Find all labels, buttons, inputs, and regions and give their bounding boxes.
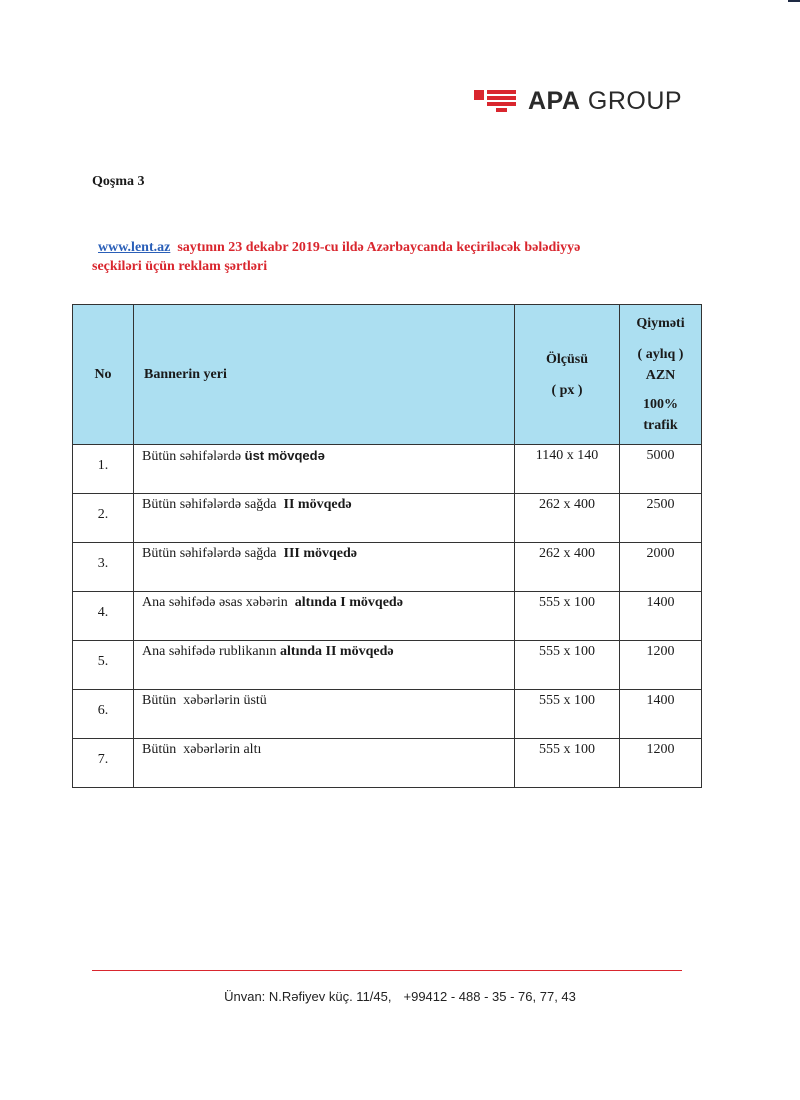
table-row [73, 641, 702, 690]
apa-group-logo [474, 84, 682, 118]
row-place: Ana səhifədə rublikanın altında II mövqedə [134, 641, 515, 690]
footer-address: Ünvan: N.Rəfiyev küç. 11/45, [224, 989, 392, 1004]
row-size: 555 x 100 [515, 641, 620, 690]
attachment-label: Qoşma 3 [92, 174, 145, 189]
row-price: 1400 [620, 690, 702, 739]
row-no: 6. [73, 690, 134, 739]
table-row [73, 445, 702, 494]
row-price: 1200 [620, 641, 702, 690]
row-size: 262 x 400 [515, 543, 620, 592]
footer-phone: +99412 - 488 - 35 - 76, 77, 43 [403, 989, 576, 1004]
table-row [73, 543, 702, 592]
footer [0, 989, 800, 1004]
heading-line2: seçkiləri üçün reklam şərtləri [92, 259, 268, 274]
table-header-row [73, 305, 702, 445]
logo-text: APA GROUP [528, 86, 683, 115]
row-size: 262 x 400 [515, 494, 620, 543]
header-no: No [73, 305, 134, 445]
price-table [72, 304, 702, 788]
row-place: Bütün xəbərlərin altı [134, 739, 515, 788]
row-price: 1400 [620, 592, 702, 641]
row-size: 555 x 100 [515, 739, 620, 788]
row-place: Bütün səhifələrdə sağda II mövqedə [134, 494, 515, 543]
row-no: 3. [73, 543, 134, 592]
heading-line1: saytının 23 dekabr 2019-cu ildə Azərbaycanda keçiriləcək bələdiyyə [170, 240, 581, 255]
row-no: 5. [73, 641, 134, 690]
row-place: Bütün xəbərlərin üstü [134, 690, 515, 739]
row-price: 2000 [620, 543, 702, 592]
row-price: 1200 [620, 739, 702, 788]
header-size: Ölçüsü ( px ) [515, 305, 620, 445]
row-size: 555 x 100 [515, 592, 620, 641]
row-no: 4. [73, 592, 134, 641]
row-price: 2500 [620, 494, 702, 543]
row-no: 1. [73, 445, 134, 494]
corner-mark [788, 0, 800, 2]
site-link[interactable]: www.lent.az [98, 240, 171, 255]
row-size: 555 x 100 [515, 690, 620, 739]
header-place: Bannerin yeri [134, 305, 515, 445]
row-no: 2. [73, 494, 134, 543]
table-row [73, 690, 702, 739]
row-place: Bütün səhifələrdə üst mövqedə [134, 445, 515, 494]
row-place: Bütün səhifələrdə sağda III mövqedə [134, 543, 515, 592]
row-price: 5000 [620, 445, 702, 494]
row-place: Ana səhifədə əsas xəbərin altında I mövqedə [134, 592, 515, 641]
footer-divider [92, 970, 682, 971]
table-row [73, 739, 702, 788]
header-price: Qiyməti ( aylıq ) AZN 100% trafik [620, 305, 702, 445]
row-size: 1140 x 140 [515, 445, 620, 494]
row-no: 7. [73, 739, 134, 788]
document-heading [92, 238, 652, 276]
logo-mark-icon [474, 90, 516, 112]
table-row [73, 592, 702, 641]
table-row [73, 494, 702, 543]
